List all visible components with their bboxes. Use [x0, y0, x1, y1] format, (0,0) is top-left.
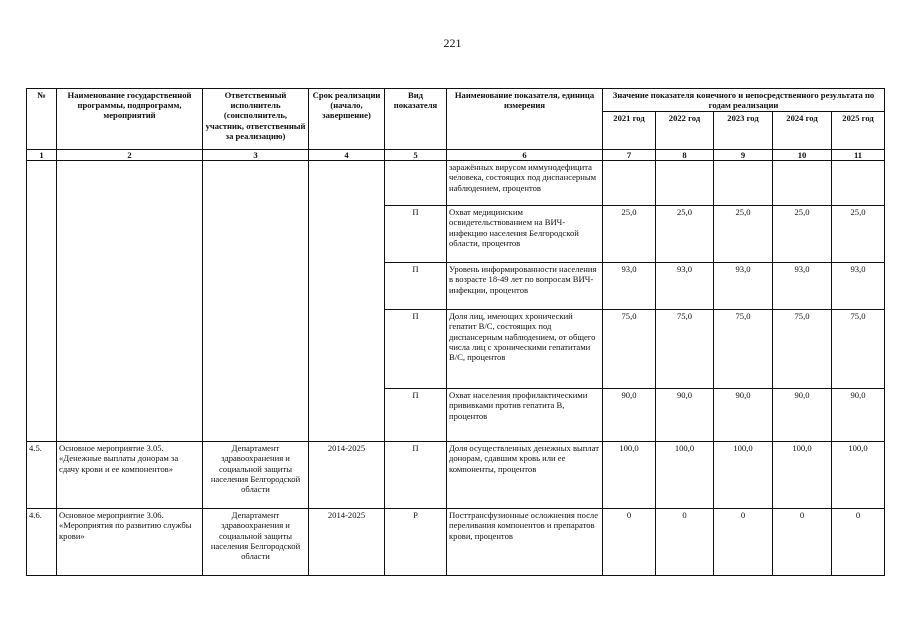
row-value-2022: 25,0 — [656, 206, 714, 263]
row-value-2025: 25,0 — [832, 206, 885, 263]
row-value-2021 — [603, 161, 656, 206]
row-indicator-type: П — [385, 310, 447, 389]
column-number: 7 — [603, 150, 656, 161]
row-value-2025 — [832, 161, 885, 206]
column-number: 1 — [27, 150, 57, 161]
row-value-2025: 0 — [832, 509, 885, 576]
column-number: 9 — [714, 150, 773, 161]
column-numbers-row — [27, 150, 885, 161]
row-indicator-name: Посттрансфузионные осложнения после переливания компонентов и препаратов крови, процентов — [447, 509, 603, 576]
row-value-2021: 93,0 — [603, 263, 656, 310]
row-value-2021: 100,0 — [603, 442, 656, 509]
row-value-2023: 100,0 — [714, 442, 773, 509]
row-indicator-name: Доля осуществленных денежных выплат донорам, сдавшим кровь или ее компоненты, процентов — [447, 442, 603, 509]
row-value-2024: 90,0 — [773, 389, 832, 442]
column-number: 6 — [447, 150, 603, 161]
row-number: 4.6. — [27, 509, 57, 576]
row-program-name: Основное мероприятие 3.06. «Мероприятия по развитию службы крови» — [57, 509, 203, 576]
row-value-2021: 25,0 — [603, 206, 656, 263]
row-value-2023: 75,0 — [714, 310, 773, 389]
row-value-2022: 75,0 — [656, 310, 714, 389]
header-col-program: Наименование государственной программы, подпрограмм, мероприятий — [57, 89, 203, 150]
row-value-2023 — [714, 161, 773, 206]
row-value-2022: 93,0 — [656, 263, 714, 310]
row-responsible: Департамент здравоохранения и социальной защиты населения Белгородской области — [203, 509, 309, 576]
row-indicator-name: заражённых вирусом иммунодефицита человека, состоящих под диспансерным наблюдением, процентов — [447, 161, 603, 206]
row-indicator-name: Доля лиц, имеющих хронический гепатит В/С, состоящих под диспансерным наблюдением, от общего числа лиц с хроническими гепатитами В/С, процентов — [447, 310, 603, 389]
column-number: 3 — [203, 150, 309, 161]
row-value-2024: 75,0 — [773, 310, 832, 389]
header-col-responsible: Ответственный исполнитель (соисполнитель, участник, ответственный за реализацию) — [203, 89, 309, 150]
row-indicator-type: П — [385, 389, 447, 442]
row-term: 2014-2025 — [309, 509, 385, 576]
header-values-group: Значение показателя конечного и непосредственного результата по годам реализации — [603, 89, 885, 112]
header-col-term: Срок реализации (начало, завершение) — [309, 89, 385, 150]
header-year: 2021 год — [603, 112, 656, 150]
row-number — [27, 161, 57, 442]
table-row — [27, 442, 885, 509]
row-value-2022 — [656, 161, 714, 206]
row-value-2022: 100,0 — [656, 442, 714, 509]
header-row — [27, 89, 885, 112]
row-value-2024: 25,0 — [773, 206, 832, 263]
header-col-indicator-type: Вид показателя — [385, 89, 447, 150]
column-number: 8 — [656, 150, 714, 161]
row-term: 2014-2025 — [309, 442, 385, 509]
column-number: 5 — [385, 150, 447, 161]
row-value-2023: 90,0 — [714, 389, 773, 442]
indicators-table — [26, 88, 885, 576]
table-row — [27, 161, 885, 206]
header-col-indicator-name: Наименование показателя, единица измерения — [447, 89, 603, 150]
row-value-2021: 90,0 — [603, 389, 656, 442]
row-value-2024 — [773, 161, 832, 206]
row-indicator-name: Охват медицинским освидетельствованием на ВИЧ-инфекцию населения Белгородской области, процентов — [447, 206, 603, 263]
row-value-2023: 25,0 — [714, 206, 773, 263]
row-value-2024: 0 — [773, 509, 832, 576]
column-number: 11 — [832, 150, 885, 161]
row-value-2025: 100,0 — [832, 442, 885, 509]
row-value-2024: 93,0 — [773, 263, 832, 310]
column-number: 2 — [57, 150, 203, 161]
row-value-2025: 90,0 — [832, 389, 885, 442]
column-number: 10 — [773, 150, 832, 161]
row-indicator-type: П — [385, 263, 447, 310]
row-indicator-type: П — [385, 206, 447, 263]
row-value-2023: 0 — [714, 509, 773, 576]
header-year: 2024 год — [773, 112, 832, 150]
header-year: 2022 год — [656, 112, 714, 150]
row-value-2021: 75,0 — [603, 310, 656, 389]
table-row — [27, 509, 885, 576]
row-term — [309, 161, 385, 442]
header-year: 2025 год — [832, 112, 885, 150]
row-value-2025: 93,0 — [832, 263, 885, 310]
row-value-2022: 0 — [656, 509, 714, 576]
row-value-2025: 75,0 — [832, 310, 885, 389]
header-col-number: № — [27, 89, 57, 150]
row-number: 4.5. — [27, 442, 57, 509]
row-indicator-name: Охват населения профилактическими прививками против гепатита В, процентов — [447, 389, 603, 442]
column-number: 4 — [309, 150, 385, 161]
row-value-2024: 100,0 — [773, 442, 832, 509]
row-indicator-type: Р — [385, 509, 447, 576]
row-indicator-name: Уровень информированности населения в возрасте 18-49 лет по вопросам ВИЧ-инфекции, процентов — [447, 263, 603, 310]
row-value-2022: 90,0 — [656, 389, 714, 442]
row-program-name: Основное мероприятие 3.05. «Денежные выплаты донорам за сдачу крови и ее компонентов» — [57, 442, 203, 509]
row-program-name — [57, 161, 203, 442]
row-responsible: Департамент здравоохранения и социальной защиты населения Белгородской области — [203, 442, 309, 509]
row-value-2023: 93,0 — [714, 263, 773, 310]
row-value-2021: 0 — [603, 509, 656, 576]
page-number: 221 — [443, 36, 462, 50]
header-year: 2023 год — [714, 112, 773, 150]
row-indicator-type — [385, 161, 447, 206]
row-responsible — [203, 161, 309, 442]
row-indicator-type: П — [385, 442, 447, 509]
